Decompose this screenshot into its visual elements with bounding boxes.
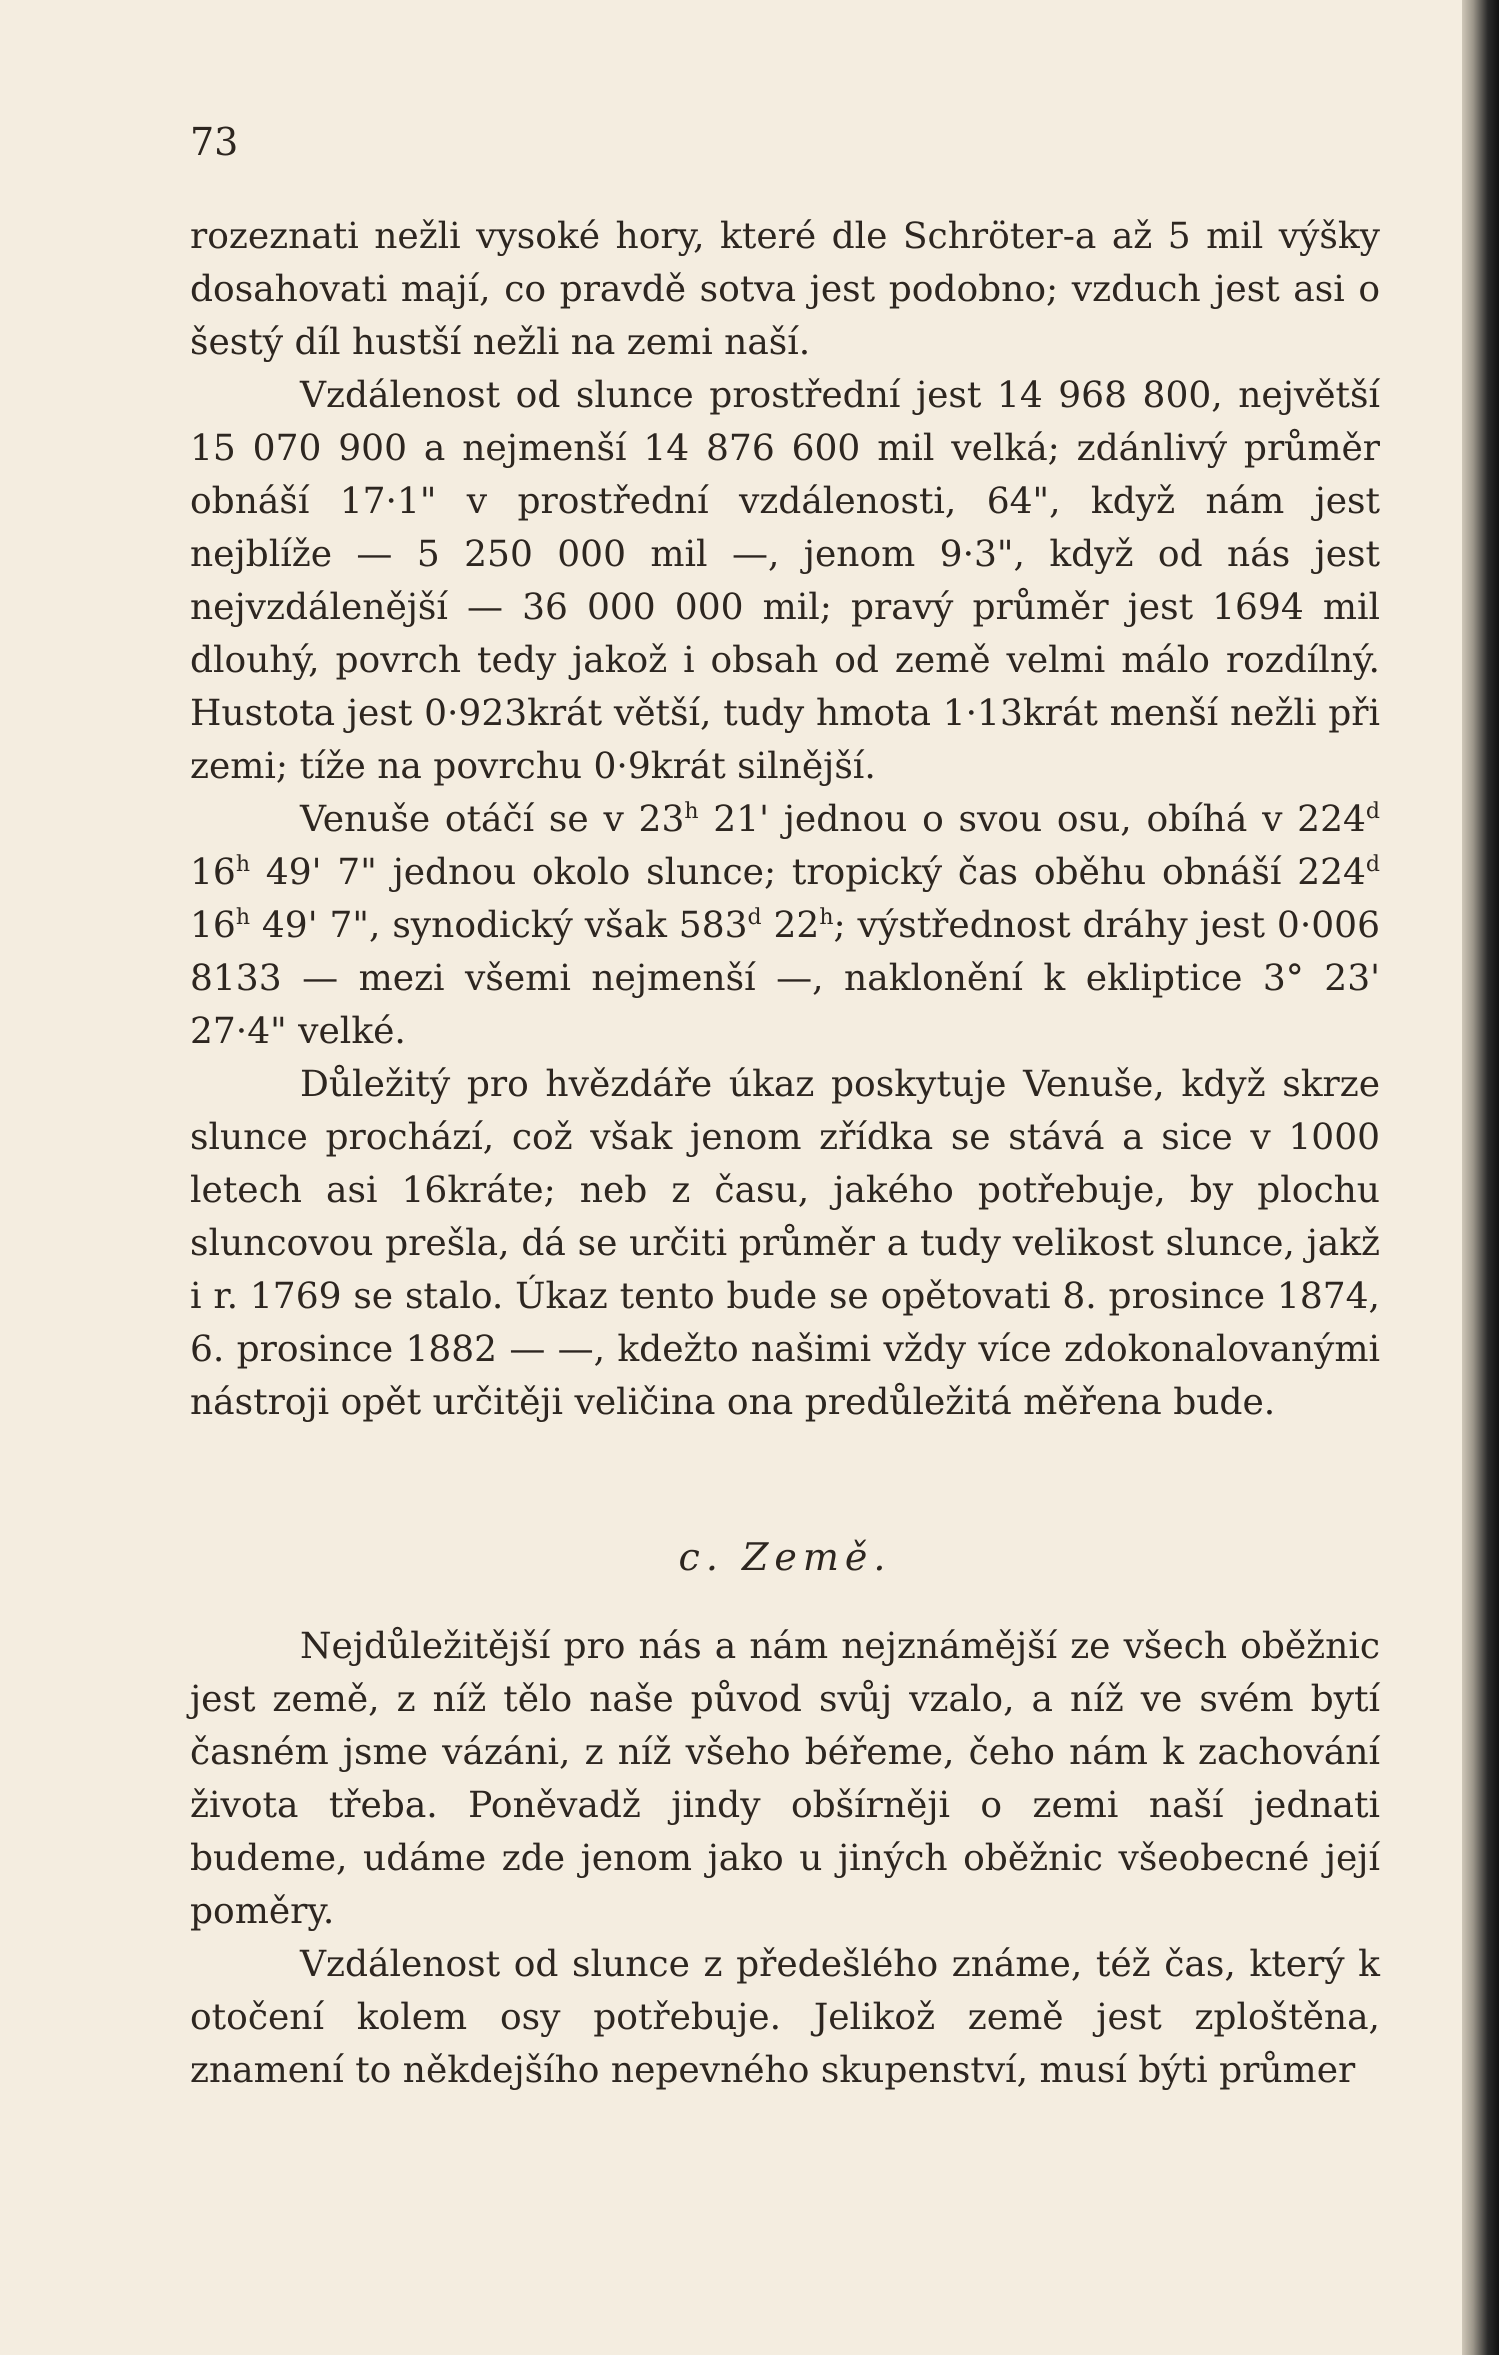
paragraph-earth-distance: Vzdálenost od slunce z předešlého známe, též čas, který k otočení kolem osy potřebuje. Jelikož země jest zploštěna, znamení to někdejšího nepevného skupenství, musí býti průmer [190, 1944, 1380, 2091]
superscript: d [747, 905, 762, 930]
superscript: h [819, 905, 834, 930]
section-title: c. Země. [678, 1535, 892, 1579]
text-segment: 16 [190, 905, 236, 946]
superscript: d [1365, 799, 1380, 824]
paragraph-venus-rotation [190, 793, 1380, 1058]
paragraph-venus-distance: Vzdálenost od slunce prostřední jest 14 968 800, největší 15 070 900 a nejmenší 14 876 600 mil velká; zdánlivý průměr obnáší 17·1" v prostřední vzdálenosti, 64", když nám jest nejblíže — 5 250 000 mil —, jenom 9·3", když od nás jest nejvzdálenější — 36 000 000 mil; pravý průměr jest 1694 mil dlouhý, povrch tedy jakož i obsah od země velmi málo rozdílný. Hustota jest 0·923krát větší, tudy hmota 1·13krát menší nežli při zemi; tíže na povrchu 0·9krát silnější. [190, 375, 1380, 787]
text-segment: Venuše otáčí se v 23 [300, 799, 685, 840]
text-segment: ; výstřednost dráhy jest 0·006 8133 — mezi všemi nejmenší —, naklonění k ekliptice 3° 23' 27·4" velké. [190, 905, 1380, 1052]
text-segment: 21' jednou o svou osu, obíhá v 224 [698, 799, 1366, 840]
text-segment: 49' 7", synodický však 583 [249, 905, 748, 946]
paragraph-continuation: rozeznati nežli vysoké hory, které dle Schröter-a až 5 mil výšky dosahovati mají, co pravdě sotva jest podobno; vzduch jest asi o šestý díl hustší nežli na zemi naší. [190, 216, 1380, 363]
page-edge [1462, 0, 1499, 2355]
superscript: h [235, 852, 250, 877]
text-segment: 16 [190, 852, 236, 893]
paragraph-venus-transit: Důležitý pro hvězdáře úkaz poskytuje Venuše, když skrze slunce prochází, což však jenom zřídka se stává a sice v 1000 letech asi 16kráte; neb z času, jakého potřebuje, by plochu sluncovou prešla, dá se určiti průměr a tudy velikost slunce, jakž i r. 1769 se stalo. Úkaz tento bude se opětovati 8. prosince 1874, 6. prosince 1882 — —, kdežto našimi vždy více zdokonalovanými nástroji opět určitěji veličina ona predůležitá měřena bude. [190, 1064, 1380, 1423]
paragraph-earth-intro: Nejdůležitější pro nás a nám nejznámější ze všech oběžnic jest země, z níž tělo naše původ svůj vzalo, a níž ve svém bytí časném jsme vázáni, z níž všeho béřeme, čeho nám k zachování života třeba. Poněvadž jindy obšírněji o zemi naší jednati budeme, udáme zde jenom jako u jiných oběžnic všeobecné její poměry. [190, 1626, 1380, 1932]
superscript: h [684, 799, 699, 824]
text-segment: 22 [761, 905, 820, 946]
text-body [190, 210, 1380, 2097]
superscript: h [235, 905, 250, 930]
superscript: d [1365, 852, 1380, 877]
page-number: 73 [190, 120, 239, 164]
text-segment: 49' 7" jednou okolo slunce; tropický čas oběhu obnáší 224 [249, 852, 1366, 893]
